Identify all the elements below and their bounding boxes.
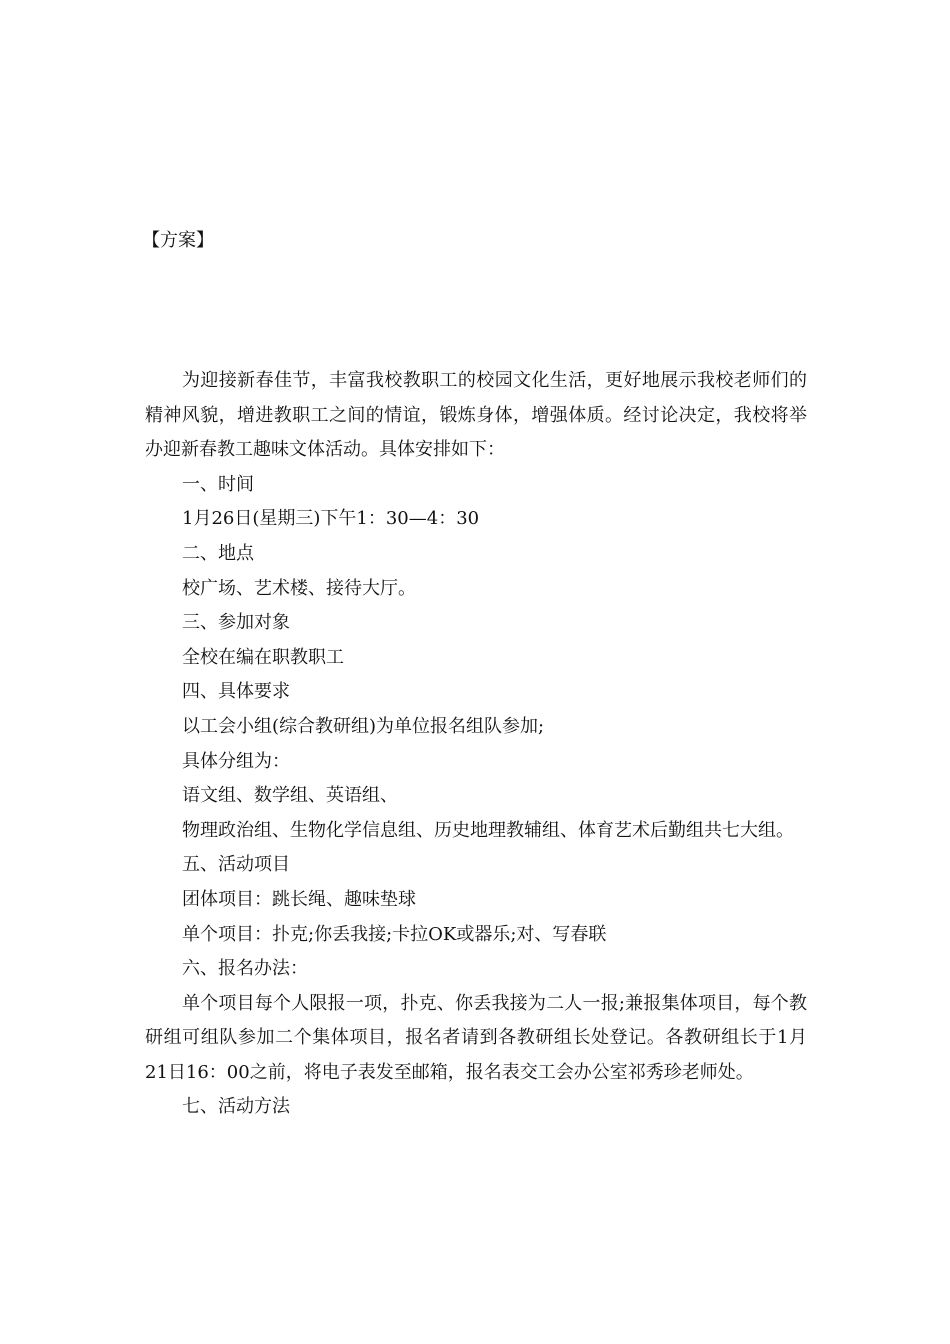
registration-detail: 单个项目每个人限报一项，扑克、你丢我接为二人一报;兼报集体项目，每个教研组可组队参加二个集体项目，报名者请到各教研组长处登记。各教研组长于1月21日16：00之前，将电子表发至邮箱，报名表交工会办公室祁秀珍老师处。 [145,992,807,1083]
section-heading-events: 五、活动项目 [182,854,290,876]
time-detail: 1月26日(星期三)下午1：30—4：30 [182,508,480,530]
individual-events: 单个项目：扑克;你丢我接;卡拉OK或器乐;对、写春联 [182,923,607,945]
requirements-detail: 以工会小组(综合教研组)为单位报名组队参加; [182,715,545,737]
section-heading-requirements: 四、具体要求 [182,681,290,703]
section-heading-time: 一、时间 [182,473,254,495]
team-events: 团体项目：跳长绳、趣味垫球 [182,888,416,910]
document-heading: 【方案】 [142,230,214,251]
document-body [145,364,807,1125]
groups-intro: 具体分组为： [182,750,290,772]
participants-detail: 全校在编在职教职工 [182,646,344,668]
section-heading-method: 七、活动方法 [182,1096,290,1118]
intro-paragraph: 为迎接新春佳节，丰富我校教职工的校园文化生活，更好地展示我校老师们的精神风貌，增进教职工之间的情谊，锻炼身体，增强体质。经讨论决定，我校将举办迎新春教工趣味文体活动。具体安排如下： [145,370,807,461]
section-heading-registration: 六、报名办法： [182,958,308,980]
groups-list-2: 物理政治组、生物化学信息组、历史地理教辅组、体育艺术后勤组共七大组。 [182,819,794,841]
groups-list-1: 语文组、数学组、英语组、 [182,785,398,807]
section-heading-location: 二、地点 [182,542,254,564]
location-detail: 校广场、艺术楼、接待大厅。 [182,577,416,599]
section-heading-participants: 三、参加对象 [182,612,290,634]
